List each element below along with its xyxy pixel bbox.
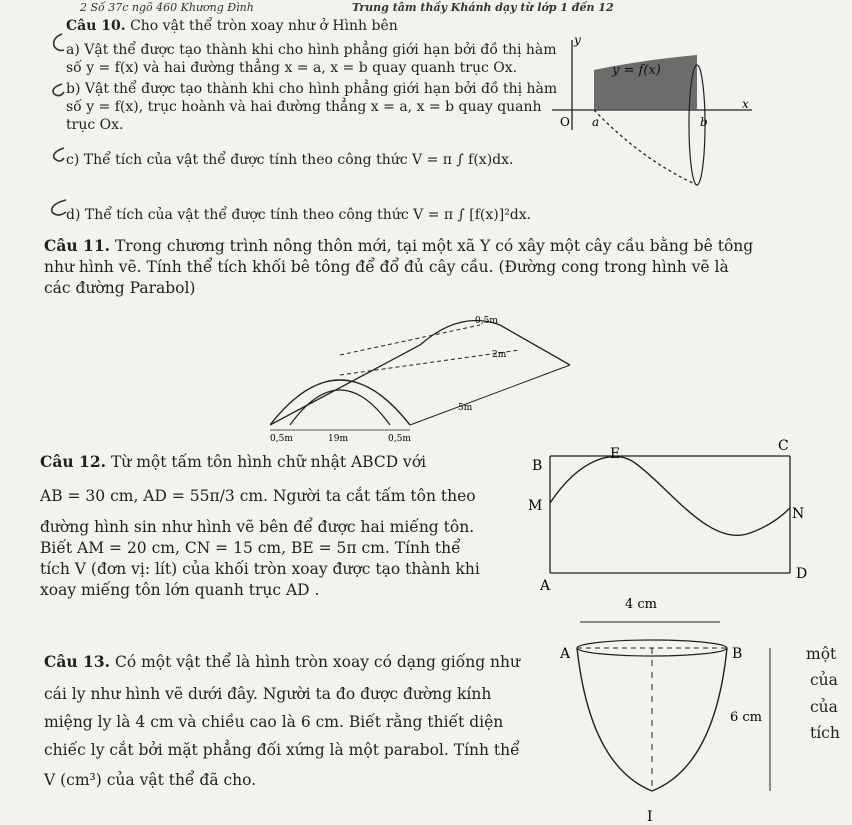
- label-B: B: [532, 458, 543, 474]
- cup-width-label: 4 cm: [625, 597, 658, 612]
- cup-height-label: 6 cm: [730, 710, 763, 725]
- label-A: A: [540, 578, 551, 594]
- q11-line2: như hình vẽ. Tính thể tích khối bê tông để đổ đủ cây cầu. (Đường cong trong hình vẽ là: [44, 258, 729, 276]
- q12-line1: Câu 12. Từ một tấm tôn hình chữ nhật ABCD với: [40, 452, 427, 471]
- fig-curve-label: y = f(x): [612, 63, 661, 78]
- bridge-dim-4: 0,5m: [270, 434, 293, 444]
- q10-label: Câu 10.: [66, 18, 126, 34]
- q12-line3: đường hình sin như hình vẽ bên để được hai miếng tôn.: [40, 518, 475, 536]
- fig-origin: O: [560, 115, 570, 129]
- fig-a: a: [592, 115, 600, 129]
- q12-line2: AB = 30 cm, AD = 55π/3 cm. Người ta cắt tấm tôn theo: [40, 487, 476, 505]
- q13-right-word-1: một: [806, 645, 837, 663]
- q10-opt-d: d) Thể tích của vật thể được tính theo công thức V = π ∫ [f(x)]²dx.: [66, 207, 532, 223]
- label-D: D: [796, 566, 808, 582]
- q13-right-word-3: của: [810, 698, 838, 716]
- header-address: 2 Số 37c ngõ 460 Khương Đình: [80, 1, 254, 14]
- q11-label: Câu 11.: [44, 236, 111, 255]
- q12-line5: tích V (đơn vị: lít) của khối tròn xoay được tạo thành khi: [40, 560, 480, 578]
- bridge-dim-1: 0,5m: [475, 316, 498, 326]
- label-C: C: [778, 438, 789, 454]
- q13-cup-figure: [560, 596, 800, 825]
- bridge-dim-2: 2m: [492, 350, 507, 360]
- q10-opt-b-2: số y = f(x), trục hoành và hai đường thẳng x = a, x = b quay quanh: [66, 99, 542, 115]
- q13-line4: chiếc ly cắt bởi mặt phẳng đối xứng là một parabol. Tính thể: [44, 741, 520, 759]
- fig-b: b: [700, 115, 708, 129]
- q12-figure: [520, 418, 830, 598]
- cup-label-A: A: [560, 646, 571, 662]
- q10-opt-a-2: số y = f(x) và hai đường thẳng x = a, x = b quay quanh trục Ox.: [66, 60, 518, 76]
- q10-opt-a-1: a) Vật thể được tạo thành khi cho hình phẳng giới hạn bởi đồ thị hàm: [66, 42, 557, 58]
- fig-x-label: x: [742, 97, 749, 111]
- sine-curve: [550, 456, 790, 535]
- bridge-dim-3: 5m: [458, 403, 473, 413]
- q12-line4: Biết AM = 20 cm, CN = 15 cm, BE = 5π cm. Tính thể: [40, 539, 461, 557]
- q12-line6: xoay miếng tôn lớn quanh trục AD .: [40, 581, 320, 599]
- q13-right-word-4: tích: [810, 724, 840, 742]
- label-N: N: [792, 506, 805, 522]
- q10-figure: [552, 30, 762, 200]
- q13-line1: Câu 13. Có một vật thể là hình tròn xoay có dạng giống như: [44, 652, 520, 671]
- handwritten-marks: [44, 30, 68, 230]
- q11-line1: Câu 11. Trong chương trình nông thôn mới, tại một xã Y có xây một cây cầu bằng bê tông: [44, 236, 754, 255]
- q10-text: Cho vật thể tròn xoay như ở Hình bên: [130, 18, 398, 34]
- q13-right-word-2: của: [810, 671, 838, 689]
- q10-opt-b-3: trục Ox.: [66, 117, 124, 133]
- cup-label-I: I: [647, 809, 653, 825]
- label-M: M: [528, 498, 543, 514]
- q13-label: Câu 13.: [44, 652, 111, 671]
- label-E: E: [610, 446, 621, 462]
- q13-line2: cái ly như hình vẽ dưới đây. Người ta đo được đường kính: [44, 685, 492, 703]
- q10-stem: [66, 17, 398, 36]
- bridge-dim-5: 19m: [328, 434, 348, 444]
- q13-line5: V (cm³) của vật thể đã cho.: [44, 771, 257, 789]
- bridge-dim-6: 0,5m: [388, 434, 411, 444]
- q10-opt-c: c) Thể tích của vật thể được tính theo công thức V = π ∫ f(x)dx.: [66, 152, 514, 168]
- cup-label-B: B: [732, 646, 743, 662]
- q10-opt-b-1: b) Vật thể được tạo thành khi cho hình phẳng giới hạn bởi đồ thị hàm: [66, 81, 558, 97]
- fig-y-label: y: [574, 33, 581, 47]
- header-center: Trung tâm thầy Khánh dạy từ lớp 1 đến 12: [352, 1, 614, 14]
- q11-line3: các đường Parabol): [44, 279, 196, 297]
- q12-label: Câu 12.: [40, 452, 107, 471]
- q13-line3: miệng ly là 4 cm và chiều cao là 6 cm. Biết rằng thiết diện: [44, 713, 504, 731]
